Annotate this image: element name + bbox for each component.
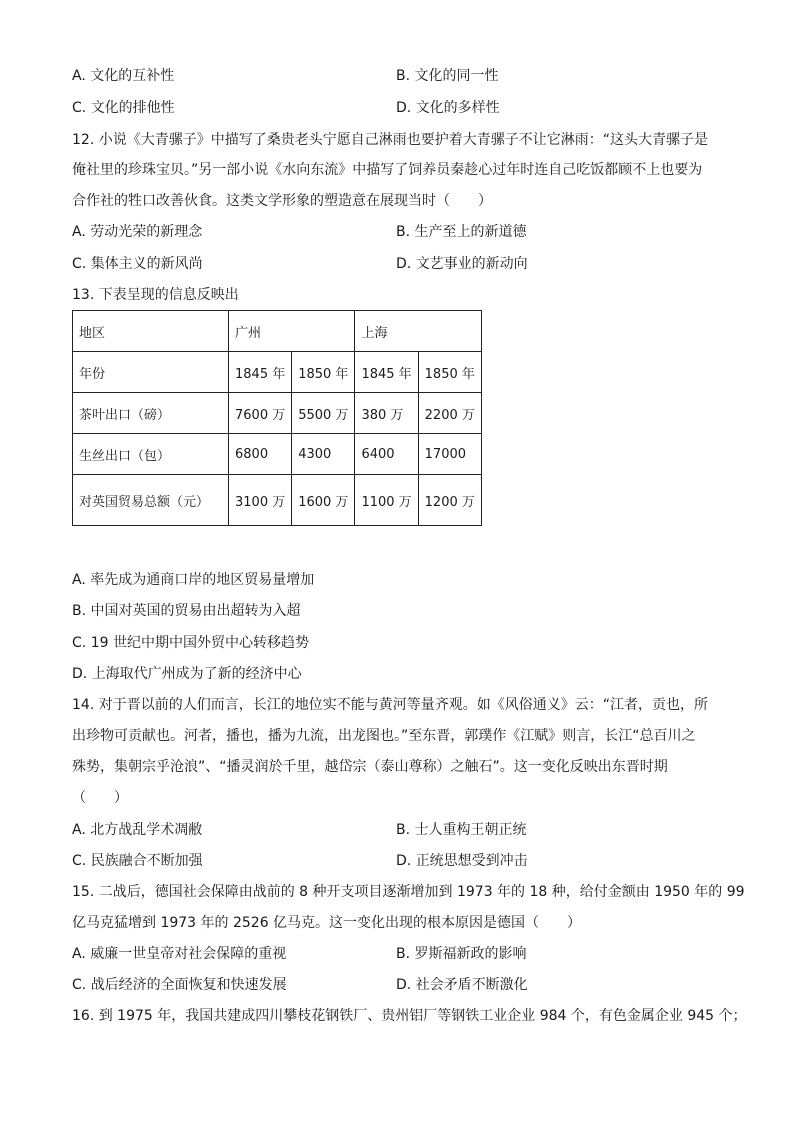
table-cell: 7600 万 — [229, 393, 292, 434]
table-row — [73, 434, 482, 475]
q12-stem-line-2: 俺社里的珍珠宝贝。”另一部小说《水向东流》中描写了饲养员秦趁心过年时连自己吃饭都顾不上也要为 — [72, 162, 703, 178]
q14-stem-line-2: 出珍物可贡献也。河者，播也，播为九流，出龙图也。”至东晋，郭璞作《江赋》则言，长江“总百川之 — [72, 728, 696, 744]
table-cell: 1200 万 — [418, 475, 481, 526]
q15-stem-line-2: 亿马克猛增到 1973 年的 2526 亿马克。这一变化出现的根本原因是德国（ ） — [72, 915, 582, 931]
table-header-cell: 广州 — [229, 311, 355, 352]
table-header-cell: 上海 — [355, 311, 481, 352]
table-cell: 380 万 — [355, 393, 418, 434]
table-row — [73, 352, 482, 393]
table-cell: 17000 — [418, 434, 481, 475]
q14-stem-line-1: 14. 对于晋以前的人们而言，长江的地位实不能与黄河等量齐观。如《风俗通义》云：“江者，贡也，所 — [72, 697, 708, 713]
trade-table — [72, 310, 482, 526]
table-row-label: 年份 — [73, 352, 229, 393]
q14-option-b: B. 士人重构王朝正统 — [396, 822, 527, 838]
table-cell: 1600 万 — [292, 475, 355, 526]
table-header-row — [73, 311, 482, 352]
q12-option-c: C. 集体主义的新风尚 — [72, 256, 203, 272]
q15-option-d: D. 社会矛盾不断激化 — [396, 977, 528, 993]
q12-option-b: B. 生产至上的新道德 — [396, 224, 527, 240]
table-cell: 1845 年 — [355, 352, 418, 393]
q14-stem-line-3: 殊势，集朝宗乎沧浪”、“播灵润於千里，越岱宗（泰山尊称）之触石”。这一变化反映出东晋时期 — [72, 759, 668, 775]
table-header-cell: 地区 — [73, 311, 229, 352]
table-row-label: 生丝出口（包） — [73, 434, 229, 475]
table-row — [73, 393, 482, 434]
table-cell: 6400 — [355, 434, 418, 475]
table-row — [73, 475, 482, 526]
table-cell: 1100 万 — [355, 475, 418, 526]
q15-option-c: C. 战后经济的全面恢复和快速发展 — [72, 977, 287, 993]
q11-option-a: A. 文化的互补性 — [72, 68, 175, 84]
q14-option-d: D. 正统思想受到冲击 — [396, 853, 528, 869]
table-cell: 6800 — [229, 434, 292, 475]
q13-stem: 13. 下表呈现的信息反映出 — [72, 287, 239, 303]
q15-option-b: B. 罗斯福新政的影响 — [396, 946, 527, 962]
table-cell: 1845 年 — [229, 352, 292, 393]
table-cell: 1850 年 — [418, 352, 481, 393]
q11-option-d: D. 文化的多样性 — [396, 100, 500, 116]
q13-option-b: B. 中国对英国的贸易由出超转为入超 — [72, 603, 301, 619]
q11-option-c: C. 文化的排他性 — [72, 100, 175, 116]
q15-stem-line-1: 15. 二战后，德国社会保障由战前的 8 种开支项目逐渐增加到 1973 年的 18 种，给付金额由 1950 年的 99 — [72, 884, 745, 900]
table-cell: 4300 — [292, 434, 355, 475]
table-cell: 5500 万 — [292, 393, 355, 434]
q14-option-c: C. 民族融合不断加强 — [72, 853, 203, 869]
table-cell: 1850 年 — [292, 352, 355, 393]
q13-option-d: D. 上海取代广州成为了新的经济中心 — [72, 666, 302, 682]
q12-stem-line-3: 合作社的牲口改善伙食。这类文学形象的塑造意在展现当时（ ） — [72, 193, 492, 209]
table-row-label: 茶叶出口（磅） — [73, 393, 229, 434]
q16-stem-line-1: 16. 到 1975 年，我国共建成四川攀枝花钢铁厂、贵州铝厂等钢铁工业企业 984 个，有色金属企业 945 个； — [72, 1008, 747, 1024]
q14-stem-line-4: （ ） — [72, 790, 128, 806]
q11-option-b: B. 文化的同一性 — [396, 68, 499, 84]
table-cell: 2200 万 — [418, 393, 481, 434]
table-cell: 3100 万 — [229, 475, 292, 526]
q13-option-c: C. 19 世纪中期中国外贸中心转移趋势 — [72, 635, 309, 651]
q12-option-a: A. 劳动光荣的新理念 — [72, 224, 203, 240]
q12-stem-line-1: 12. 小说《大青骡子》中描写了桑贵老头宁愿自己淋雨也要护着大青骡子不让它淋雨：“这头大青骡子是 — [72, 132, 708, 148]
q12-option-d: D. 文艺事业的新动向 — [396, 256, 528, 272]
q14-option-a: A. 北方战乱学术凋敝 — [72, 822, 203, 838]
q13-option-a: A. 率先成为通商口岸的地区贸易量增加 — [72, 572, 315, 588]
table-row-label: 对英国贸易总额（元） — [73, 475, 229, 526]
q15-option-a: A. 威廉一世皇帝对社会保障的重视 — [72, 946, 287, 962]
